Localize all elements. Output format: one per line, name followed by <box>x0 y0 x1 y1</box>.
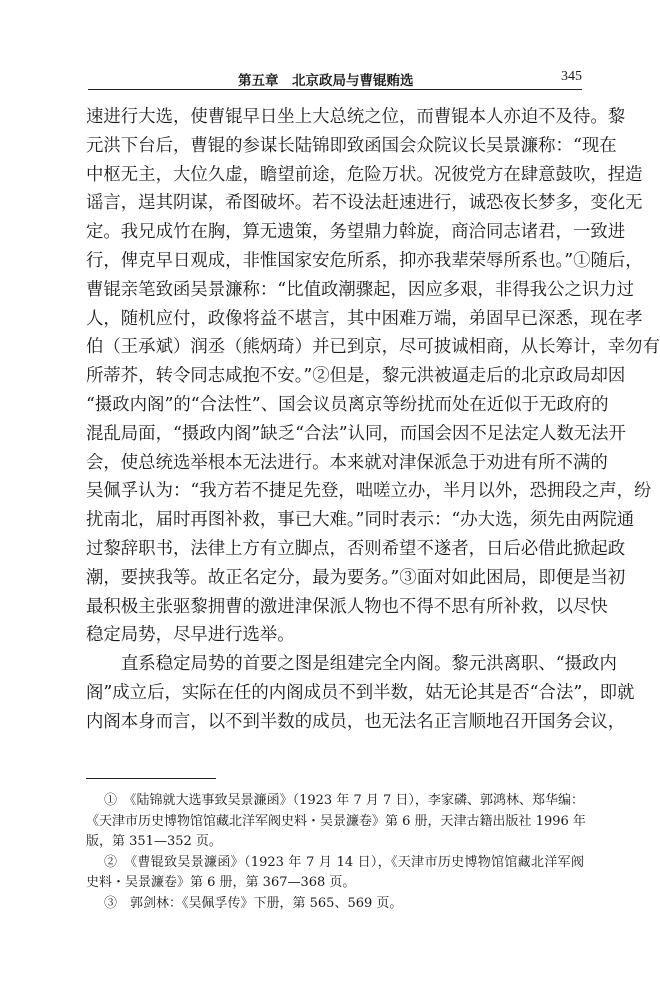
body-line: 过黎辞职书，法律上方有立脚点，否则希望不遂者，日后必借此掀起政 <box>86 538 626 559</box>
body-line: 中枢无主，大位久虚，瞻望前途，危险万状。况彼党方在肆意鼓吹，捏造 <box>86 164 643 185</box>
body-line: 行，俾克早日观成，非惟国家安危所系，抑亦我辈荣辱所系也。”①随后， <box>86 250 643 271</box>
body-line: 会，使总统选举根本无法进行。本来就对津保派急于劝进有所不满的 <box>86 452 608 473</box>
body-line: 阁”成立后，实际在任的内阁成员不到半数，姑无论其是否“合法”，即就 <box>86 682 635 703</box>
body-line: “摄政内阁”的“合法性”、国会议员离京等纷扰而处在近似于无政府的 <box>86 394 609 415</box>
body-line: 元洪下台后，曹锟的参谋长陆锦即致函国会众院议长吴景濂称：“现在 <box>86 135 617 156</box>
body-line: 混乱局面，“摄政内阁”缺乏“合法”认同，而国会因不足法定人数无法开 <box>86 423 626 444</box>
body-line: 潮，要挟我等。故正名定分，最为要务。”③面对如此困局，即便是当初 <box>86 567 626 588</box>
paragraph-start-line: 直系稳定局势的首要之图是组建完全内阁。黎元洪离职、“摄政内 <box>121 654 617 675</box>
page-number: 345 <box>561 69 582 84</box>
footnote-1-continued: 版，第 351—352 页。 <box>86 834 222 849</box>
body-line: 人，随机应付，政像将益不堪言，其中困难万端，弟固早已深悉，现在孝 <box>86 308 643 329</box>
body-line: 内阁本身而言，以不到半数的成员，也无法名正言顺地召开国务会议， <box>86 711 626 732</box>
footnotes <box>86 791 584 914</box>
body-line: 曹锟亲笔致函吴景濂称：“比值政潮骤起，因应多艰，非得我公之识力过 <box>86 279 635 300</box>
footnote-divider <box>86 778 216 779</box>
body-line: 速进行大选，使曹锟早日坐上大总统之位，而曹锟本人亦迫不及待。黎 <box>86 107 626 127</box>
footnote-1-continued: 《天津市历史博物馆馆藏北洋军阀史料・吴景濂卷》第 6 册，天津古籍出版社 1996 年 <box>86 813 586 829</box>
body-line: 伯（王承斌）润丞（熊炳琦）并已到京，尽可披诚相商，从长筹计，幸勿有 <box>86 337 660 358</box>
body-line: 最积极主张驱黎拥曹的激进津保派人物也不得不思有所补救，以尽快 <box>86 596 608 617</box>
body-line: 谣言，逞其阴谋，希图破坏。若不设法赶速进行，诚恐夜长梦多，变化无 <box>86 193 643 214</box>
chapter-title: 第五章 北京政局与曹锟贿选 <box>238 73 414 89</box>
footnote-2: ② 《曹锟致吴景濂函》（1923 年 7 月 14 日），《天津市历史博物馆馆藏北洋军阀 <box>104 854 584 870</box>
body-line: 定。我兄成竹在胸，算无遗策，务望鼎力斡旋，商洽同志诸君，一致进 <box>86 222 626 243</box>
body-line: 扰南北，届时再图补救，事已大难。”同时表示：“办大选，须先由两院通 <box>86 510 635 531</box>
running-header <box>88 67 582 90</box>
body-line: 吴佩孚认为：“我方若不捷足先登，咄嗟立办，半月以外，恐拥段之声，纷 <box>86 481 652 502</box>
footnote-3: ③ 郭剑林：《吴佩孚传》下册，第 565、569 页。 <box>104 895 403 911</box>
body-line: 所蒂芥，转令同志咸抱不安。”②但是，黎元洪被逼走后的北京政局却因 <box>86 366 626 387</box>
paragraph-end-line: 稳定局势，尽早进行选举。 <box>86 625 295 646</box>
body-text <box>86 103 660 737</box>
footnote-1: ① 《陆锦就大选事致吴景濂函》（1923 年 7 月 7 日），李家磷、郭鸿林、郑华编： <box>104 793 584 808</box>
footnote-2-continued: 史料・吴景濂卷》第 6 册，第 367—368 页。 <box>86 875 356 890</box>
